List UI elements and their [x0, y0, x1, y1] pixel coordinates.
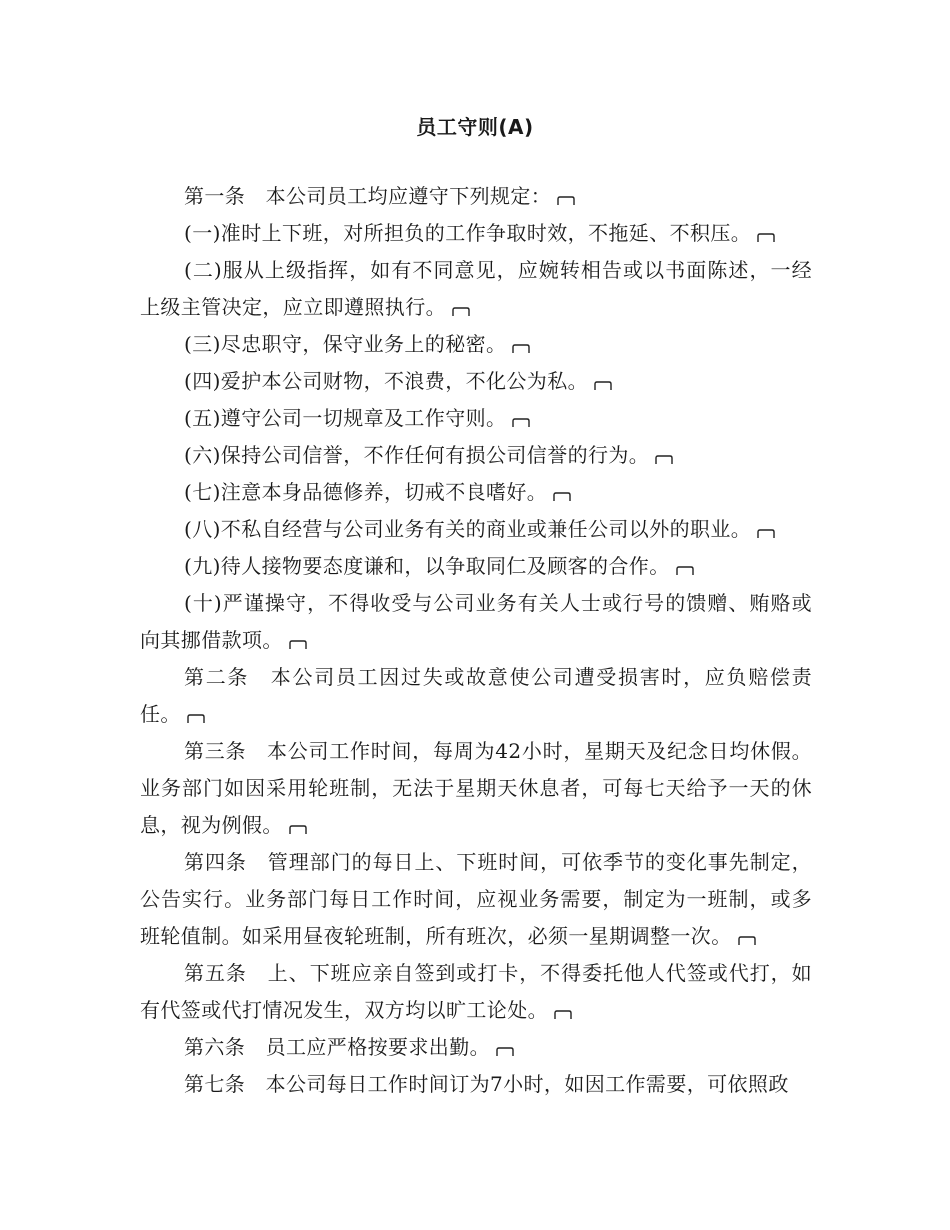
paragraph-text: 第一条 本公司员工均应遵守下列规定：	[184, 184, 552, 208]
article-3	[140, 733, 812, 844]
rule-item-10	[140, 585, 812, 659]
paragraph-mark-icon	[738, 936, 756, 946]
rule-item-3	[140, 326, 812, 363]
paragraph-mark-icon	[512, 418, 530, 428]
paragraph-text: (二)服从上级指挥，如有不同意见，应婉转相告或以书面陈述，一经上级主管决定，应立即遵照执行。	[140, 258, 812, 319]
paragraph-mark-icon	[557, 196, 575, 206]
document-body	[140, 178, 812, 1103]
paragraph-mark-icon	[187, 714, 205, 724]
paragraph-text: (七)注意本身品德修养，切戒不良嗜好。	[184, 480, 548, 504]
rule-item-9	[140, 548, 812, 585]
article-7	[140, 1066, 812, 1103]
paragraph-text: 第三条 本公司工作时间，每周为42小时，星期天及纪念日均休假。业务部门如因采用轮班制，无法于星期天休息者，可每七天给予一天的休息，视为例假。	[140, 739, 812, 837]
paragraph-text: (一)准时上下班，对所担负的工作争取时效，不拖延、不积压。	[184, 221, 752, 245]
paragraph-mark-icon	[757, 529, 775, 539]
rule-item-4	[140, 363, 812, 400]
paragraph-mark-icon	[512, 344, 530, 354]
paragraph-text: (九)待人接物要态度谦和，以争取同仁及顾客的合作。	[184, 554, 670, 578]
paragraph-text: (五)遵守公司一切规章及工作守则。	[184, 406, 507, 430]
paragraph-text: (三)尽忠职守，保守业务上的秘密。	[184, 332, 507, 356]
paragraph-mark-icon	[757, 233, 775, 243]
paragraph-mark-icon	[676, 566, 694, 576]
article-5	[140, 955, 812, 1029]
paragraph-mark-icon	[496, 1047, 514, 1057]
paragraph-text: 第二条 本公司员工因过失或故意使公司遭受损害时，应负赔偿责任。	[140, 665, 812, 726]
rule-item-5	[140, 400, 812, 437]
rule-item-7	[140, 474, 812, 511]
paragraph-mark-icon	[655, 455, 673, 465]
paragraph-text: (四)爱护本公司财物，不浪费，不化公为私。	[184, 369, 589, 393]
rule-item-1	[140, 215, 812, 252]
paragraph-mark-icon	[594, 381, 612, 391]
article-6	[140, 1029, 812, 1066]
paragraph-text: (八)不私自经营与公司业务有关的商业或兼任公司以外的职业。	[184, 517, 752, 541]
paragraph-text: 第七条 本公司每日工作时间订为7小时，如因工作需要，可依照政	[184, 1072, 789, 1096]
document-title: 员工守则(A)	[416, 115, 534, 139]
paragraph-text: 第五条 上、下班应亲自签到或打卡，不得委托他人代签或代打，如有代签或代打情况发生，双方均以旷工论处。	[140, 961, 812, 1022]
article-2	[140, 659, 812, 733]
paragraph-text: (六)保持公司信誉，不作任何有损公司信誉的行为。	[184, 443, 650, 467]
article-4	[140, 844, 812, 955]
rule-item-2	[140, 252, 812, 326]
paragraph-mark-icon	[452, 307, 470, 317]
paragraph-mark-icon	[289, 640, 307, 650]
paragraph-text: 第六条 员工应严格按要求出勤。	[184, 1035, 490, 1059]
article-1	[140, 178, 812, 215]
paragraph-mark-icon	[289, 825, 307, 835]
paragraph-text: (十)严谨操守，不得收受与公司业务有关人士或行号的馈赠、贿赂或向其挪借款项。	[140, 591, 812, 652]
rule-item-8	[140, 511, 812, 548]
paragraph-text: 第四条 管理部门的每日上、下班时间，可依季节的变化事先制定，公告实行。业务部门每日工作时间，应视业务需要，制定为一班制，或多班轮值制。如采用昼夜轮班制，所有班次，必须一星期调整一次。	[140, 850, 812, 948]
paragraph-mark-icon	[554, 1010, 572, 1020]
rule-item-6	[140, 437, 812, 474]
paragraph-mark-icon	[553, 492, 571, 502]
